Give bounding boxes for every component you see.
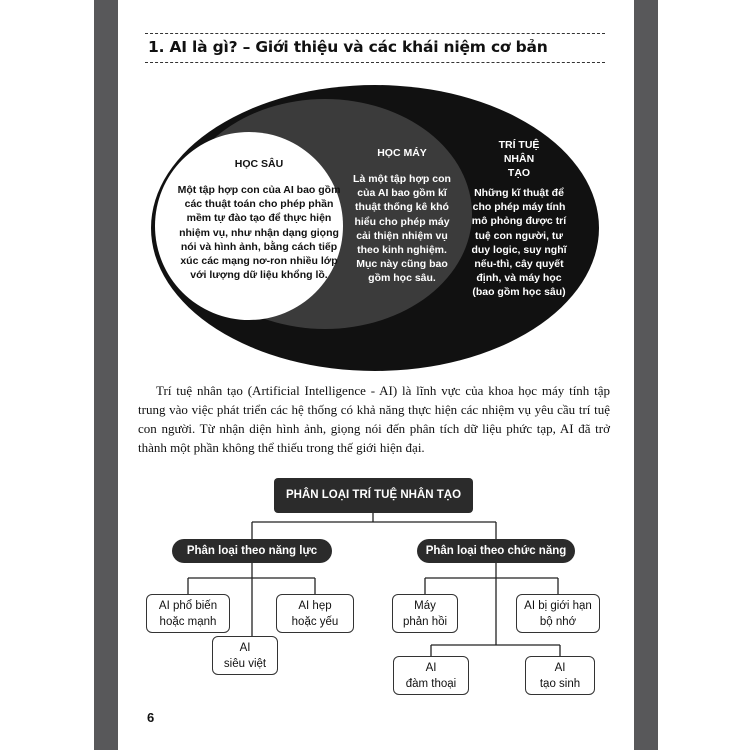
leaf-ai-sieu-viet [212, 636, 278, 675]
leaf-line: Máy [414, 599, 436, 612]
leaf-ai-gioi-han-bo-nho [516, 594, 600, 633]
leaf-line: AI [425, 661, 437, 674]
venn-hoc-may-title: HỌC MÁY [377, 147, 427, 159]
venn-tri-tue-title: TRÍ TUỆ NHÂN TẠO [498, 139, 540, 179]
intro-paragraph: Trí tuệ nhân tạo (Artificial Intelligence - AI) là lĩnh vực của khoa học máy tính tập trung vào việc phát triển các hệ thống có khả năng thực hiện các nhiệm vụ yêu cầu trí tuệ con người. Từ nhận diện hình ảnh, giọng nói đến phân tích dữ liệu phức tạp, AI đã trở thành một phần không thể thiếu trong thế giới hiện đại. [138, 383, 610, 455]
leaf-ai-pho-bien [146, 594, 230, 633]
leaf-ai-tao-sinh [525, 656, 595, 695]
leaf-ai-hep [276, 594, 354, 633]
venn-hoc-sau-body: Một tập hợp con của AI bao gồm các thuật toán cho phép phần mềm tự đào tạo để thực hiện nhiệm vụ, như nhận dạng giọng nói và hình ảnh, bằng cách tiếp xúc các mạng nơ-ron nhiều lớp với lượng dữ liệu khổng lồ. [177, 184, 341, 282]
leaf-may-phan-hoi [392, 594, 458, 633]
top-dashed-rule [145, 33, 605, 34]
category-by-ability: Phân loại theo năng lực [172, 539, 332, 563]
venn-hoc-may-body: Là một tập hợp con của AI bao gồm kĩ thuật thống kê khó hiểu cho phép máy cải thiện nhiệm vụ theo kinh nghiệm. Mục này cũng bao gồm học sâu. [353, 173, 451, 285]
category-by-function: Phân loại theo chức năng [417, 539, 575, 563]
leaf-line: AI [239, 641, 251, 654]
leaf-line: AI bị giới hạn [524, 599, 592, 612]
leaf-line: phản hồi [402, 615, 448, 628]
leaf-line: hoặc mạnh [159, 615, 217, 628]
leaf-line: hoặc yếu [291, 615, 339, 628]
venn-tri-tue-body: Những kĩ thuật để cho phép máy tính mô phỏng được trí tuệ con người, tư duy logic, suy nghĩ nếu-thì, cây quyết định, và máy học (bao gồm học sâu) [471, 187, 567, 299]
section-heading: 1. AI là gì? – Giới thiệu và các khái niệm cơ bản [148, 38, 548, 56]
left-page-border [94, 0, 118, 750]
leaf-line: AI [554, 661, 566, 674]
leaf-ai-dam-thoai [393, 656, 469, 695]
leaf-line: đàm thoại [405, 677, 457, 690]
right-page-border [634, 0, 658, 750]
leaf-line: bộ nhớ [539, 615, 577, 628]
tree-root: PHÂN LOẠI TRÍ TUỆ NHÂN TẠO [274, 478, 473, 513]
leaf-line: siêu việt [223, 657, 267, 670]
venn-tri-tue-text [468, 138, 570, 300]
leaf-line: tạo sinh [539, 677, 581, 690]
venn-hoc-sau-title: HỌC SÂU [234, 158, 284, 170]
venn-hoc-sau-text [174, 157, 344, 282]
venn-hoc-may-text [348, 146, 456, 286]
leaf-line: AI phổ biến [158, 599, 218, 612]
bottom-dashed-rule [145, 62, 605, 63]
page-number: 6 [147, 710, 155, 725]
leaf-line: AI hẹp [298, 599, 332, 612]
